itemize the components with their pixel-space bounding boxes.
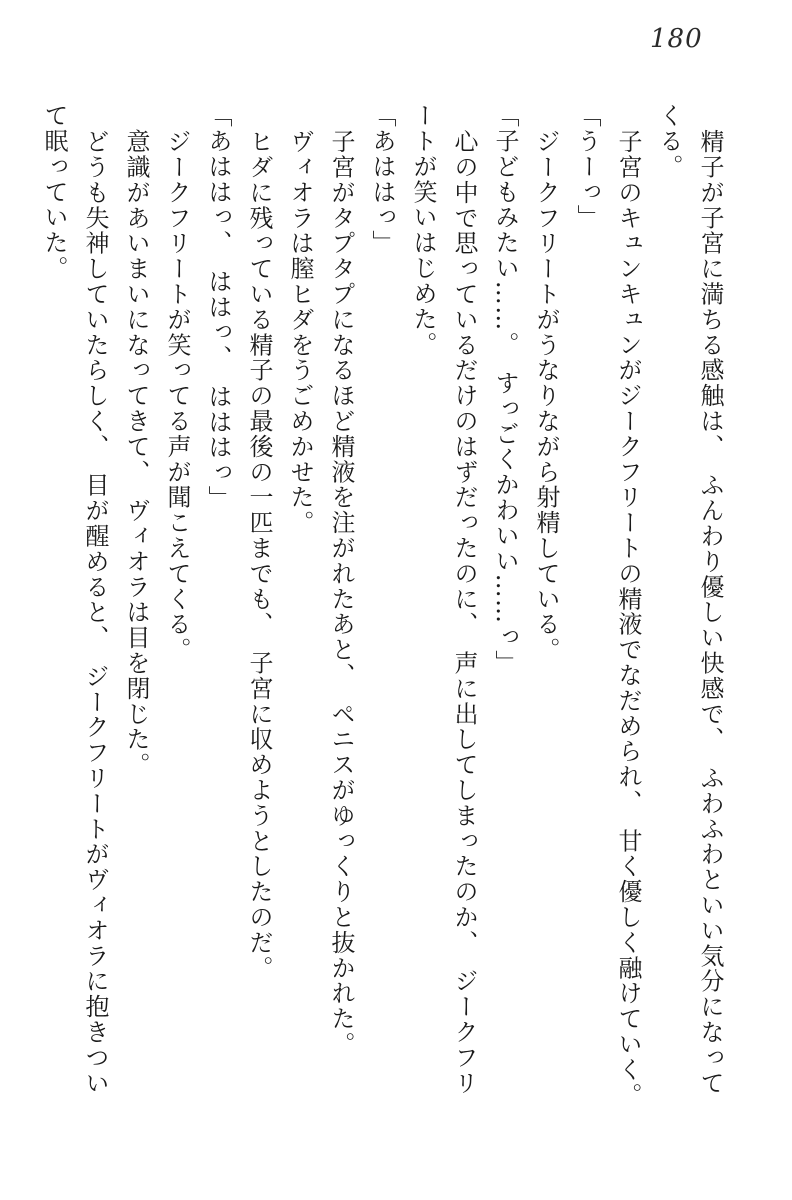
text-line: 心の中で思っているだけのはずだったのに、 声に出してしまったのか、 ジークフリ [450,129,478,1096]
text-line: くる。 [655,103,683,180]
text-line: どうも失神していたらしく、 目が醒めると、 ジークフリートがヴィオラに抱きつい [81,129,109,1096]
text-line: 「子どもみたい……。 すっごくかわいい……っ」 [491,103,519,676]
text-line: 「うーっ」 [573,103,601,230]
text-line: ジークフリートがうなりながら射精している。 [532,129,560,663]
text-line: ヒダに残っている精子の最後の一匹までも、 子宮に収めようとしたのだ。 [245,129,273,981]
text-block [33,103,730,1153]
text-line: て眠っていた。 [40,103,68,281]
text-line: 子宮がタプタプになるほど精液を注がれたあと、 ペニスがゆっくりと抜かれた。 [327,129,355,1057]
text-line: ヴィオラは膣ヒダをうごめかせた。 [286,129,314,536]
text-line: ジークフリートが笑ってる声が聞こえてくる。 [163,129,191,663]
text-line: 精子が子宮に満ちる感触は、 ふんわり優しい快感で、 ふわふわといい気分になって [696,129,724,1096]
page-number: 180 [650,24,703,54]
text-line: 子宮のキュンキュンがジークフリートの精液でなだめられ、 甘く優しく融けていく。 [614,129,642,1108]
text-line: ートが笑いはじめた。 [409,103,437,357]
text-line: 「あははっ」 [368,103,396,256]
text-line: 「あははっ、 ははっ、 はははっ」 [204,103,232,511]
text-line: 意識があいまいになってきて、 ヴィオラは目を閉じた。 [122,129,150,778]
